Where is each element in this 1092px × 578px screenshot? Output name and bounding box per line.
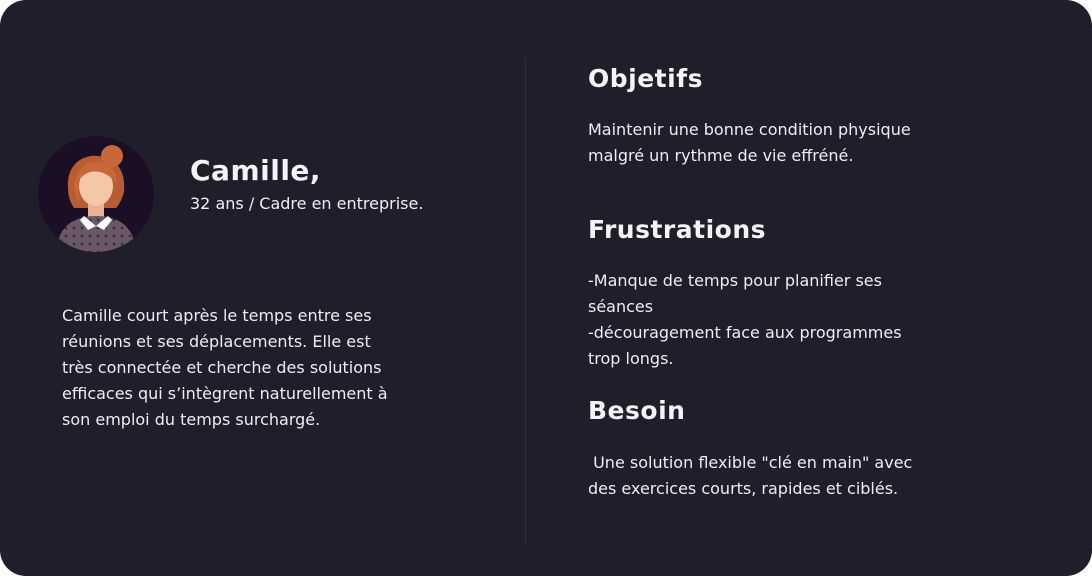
besoin-text (588, 450, 1058, 502)
bio-line: réunions et ses déplacements. Elle est (62, 332, 371, 351)
objectifs-title: Objetifs (588, 64, 703, 93)
bio-line: Camille court après le temps entre ses (62, 306, 372, 325)
frustrations-line: -découragement face aux programmes (588, 323, 902, 342)
frustrations-title: Frustrations (588, 215, 767, 244)
frustrations-line: séances (588, 297, 654, 316)
objectifs-line: malgré un rythme de vie effréné. (588, 146, 854, 165)
objectifs-line: Maintenir une bonne condition physique (588, 120, 911, 139)
bio-line: son emploi du temps surchargé. (62, 410, 321, 429)
bio-line: efficaces qui s’intègrent naturellement à (62, 384, 388, 403)
column-divider (525, 58, 526, 546)
persona-name: Camille, (190, 154, 322, 187)
objectifs-text (588, 117, 1058, 169)
frustrations-line: trop longs. (588, 349, 674, 368)
frustrations-line: -Manque de temps pour planifier ses (588, 271, 882, 290)
besoin-title: Besoin (588, 396, 686, 425)
frustrations-text (588, 268, 1058, 372)
persona-subtitle: 32 ans / Cadre en entreprise. (190, 194, 424, 213)
besoin-line: des exercices courts, rapides et ciblés. (588, 479, 899, 498)
woman-avatar-icon (38, 136, 154, 252)
avatar (38, 136, 154, 252)
bio-line: très connectée et cherche des solutions (62, 358, 382, 377)
besoin-line: Une solution flexible "clé en main" avec (588, 453, 913, 472)
persona-bio (62, 303, 482, 433)
